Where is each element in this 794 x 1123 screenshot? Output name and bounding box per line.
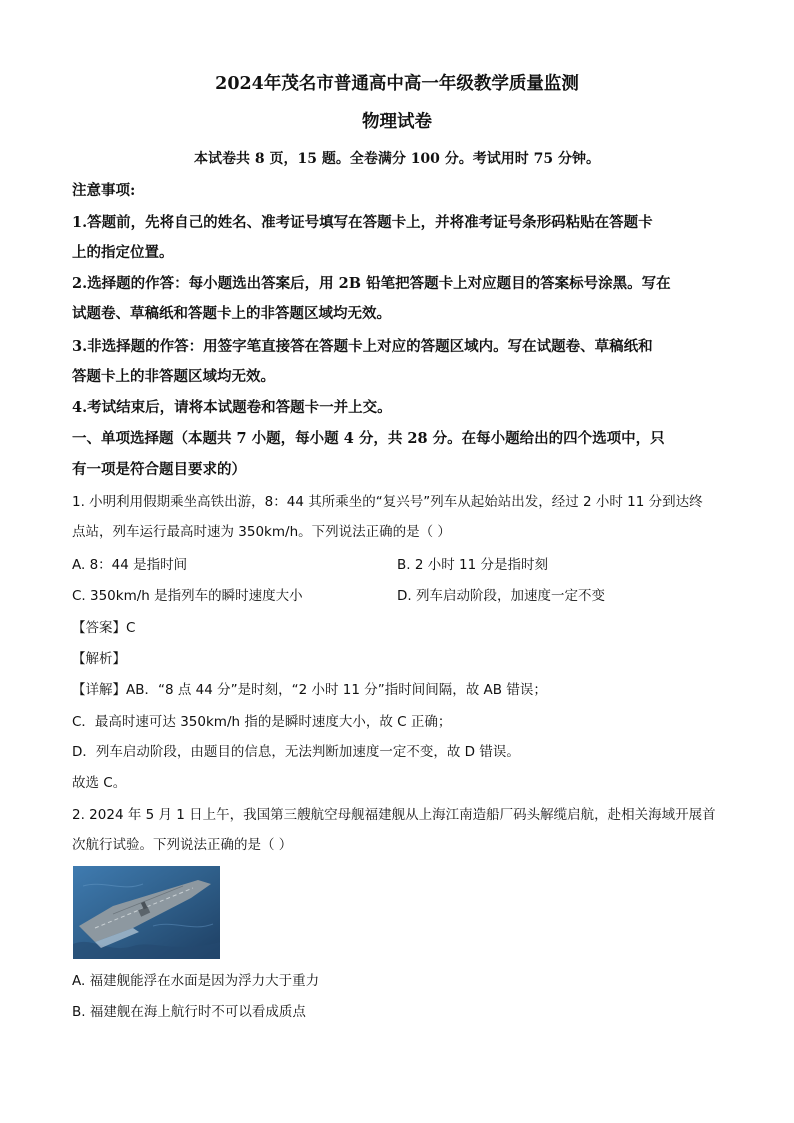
section1-heading-1: 一、单项选择题（本题共 7 小题，每小题 4 分，共 28 分。在每小题给出的四个选项中，只 [72, 430, 665, 447]
section1-heading-2: 有一项是符合题目要求的） [72, 461, 246, 478]
notes-line-3: 2.选择题的作答：每小题选出答案后，用 2B 铅笔把答题卡上对应题目的答案标号涂黑。写在 [72, 275, 671, 292]
q1-detail-4: 故选 C。 [72, 775, 127, 791]
exam-title: 2024年茂名市普通高中高一年级教学质量监测 [215, 74, 579, 94]
q1-analysis-label: 【解析】 [72, 651, 126, 667]
q2-option-b: B. 福建舰在海上航行时不可以看成质点 [72, 1004, 306, 1020]
q1-option-d: D. 列车启动阶段，加速度一定不变 [397, 588, 605, 604]
q1-detail-1: 【详解】AB．“8 点 44 分”是时刻，“2 小时 11 分”指时间间隔，故 AB 错误； [72, 682, 547, 698]
answer-label: 【答案】 [72, 620, 126, 636]
notes-line-5: 3.非选择题的作答：用签字笔直接答在答题卡上对应的答题区域内。写在试题卷、草稿纸和 [72, 338, 653, 355]
q1-option-a: A. 8：44 是指时间 [72, 557, 188, 573]
exam-subject: 物理试卷 [362, 112, 432, 132]
notes-heading: 注意事项: [72, 182, 136, 199]
notes-line-7: 4.考试结束后，请将本试题卷和答题卡一并上交。 [72, 399, 392, 416]
q2-stem-1: 2. 2024 年 5 月 1 日上午，我国第三艘航空母舰福建舰从上海江南造船厂码头解缆启航，赴相关海域开展首 [72, 807, 716, 823]
q2-stem-2: 次航行试验。下列说法正确的是（ ） [72, 837, 293, 853]
aircraft-carrier-photo [73, 866, 220, 959]
notes-line-1: 1.答题前，先将自己的姓名、准考证号填写在答题卡上，并将准考证号条形码粘贴在答题卡 [72, 214, 653, 231]
q1-stem-2: 点站，列车运行最高时速为 350km/h。下列说法正确的是（ ） [72, 524, 451, 540]
q1-answer [72, 618, 135, 638]
exam-info: 本试卷共 8 页，15 题。全卷满分 100 分。考试用时 75 分钟。 [193, 151, 601, 167]
q1-detail-3: D．列车启动阶段，由题目的信息，无法判断加速度一定不变，故 D 错误。 [72, 744, 520, 760]
notes-line-6: 答题卡上的非答题区域均无效。 [72, 368, 275, 385]
q1-stem-1: 1. 小明利用假期乘坐高铁出游，8：44 其所乘坐的“复兴号”列车从起始站出发，经过 2 小时 11 分到达终 [72, 494, 703, 510]
q1-option-c: C. 350km/h 是指列车的瞬时速度大小 [72, 588, 303, 604]
q2-option-a: A. 福建舰能浮在水面是因为浮力大于重力 [72, 973, 320, 989]
notes-line-2: 上的指定位置。 [72, 244, 174, 261]
notes-line-4: 试题卷、草稿纸和答题卡上的非答题区域均无效。 [72, 305, 391, 322]
q1-detail-2: C．最高时速可达 350km/h 指的是瞬时速度大小，故 C 正确； [72, 714, 452, 730]
aircraft-carrier-illustration [73, 866, 220, 959]
q1-option-b: B. 2 小时 11 分是指时刻 [397, 557, 548, 573]
answer-value: C [126, 620, 136, 636]
